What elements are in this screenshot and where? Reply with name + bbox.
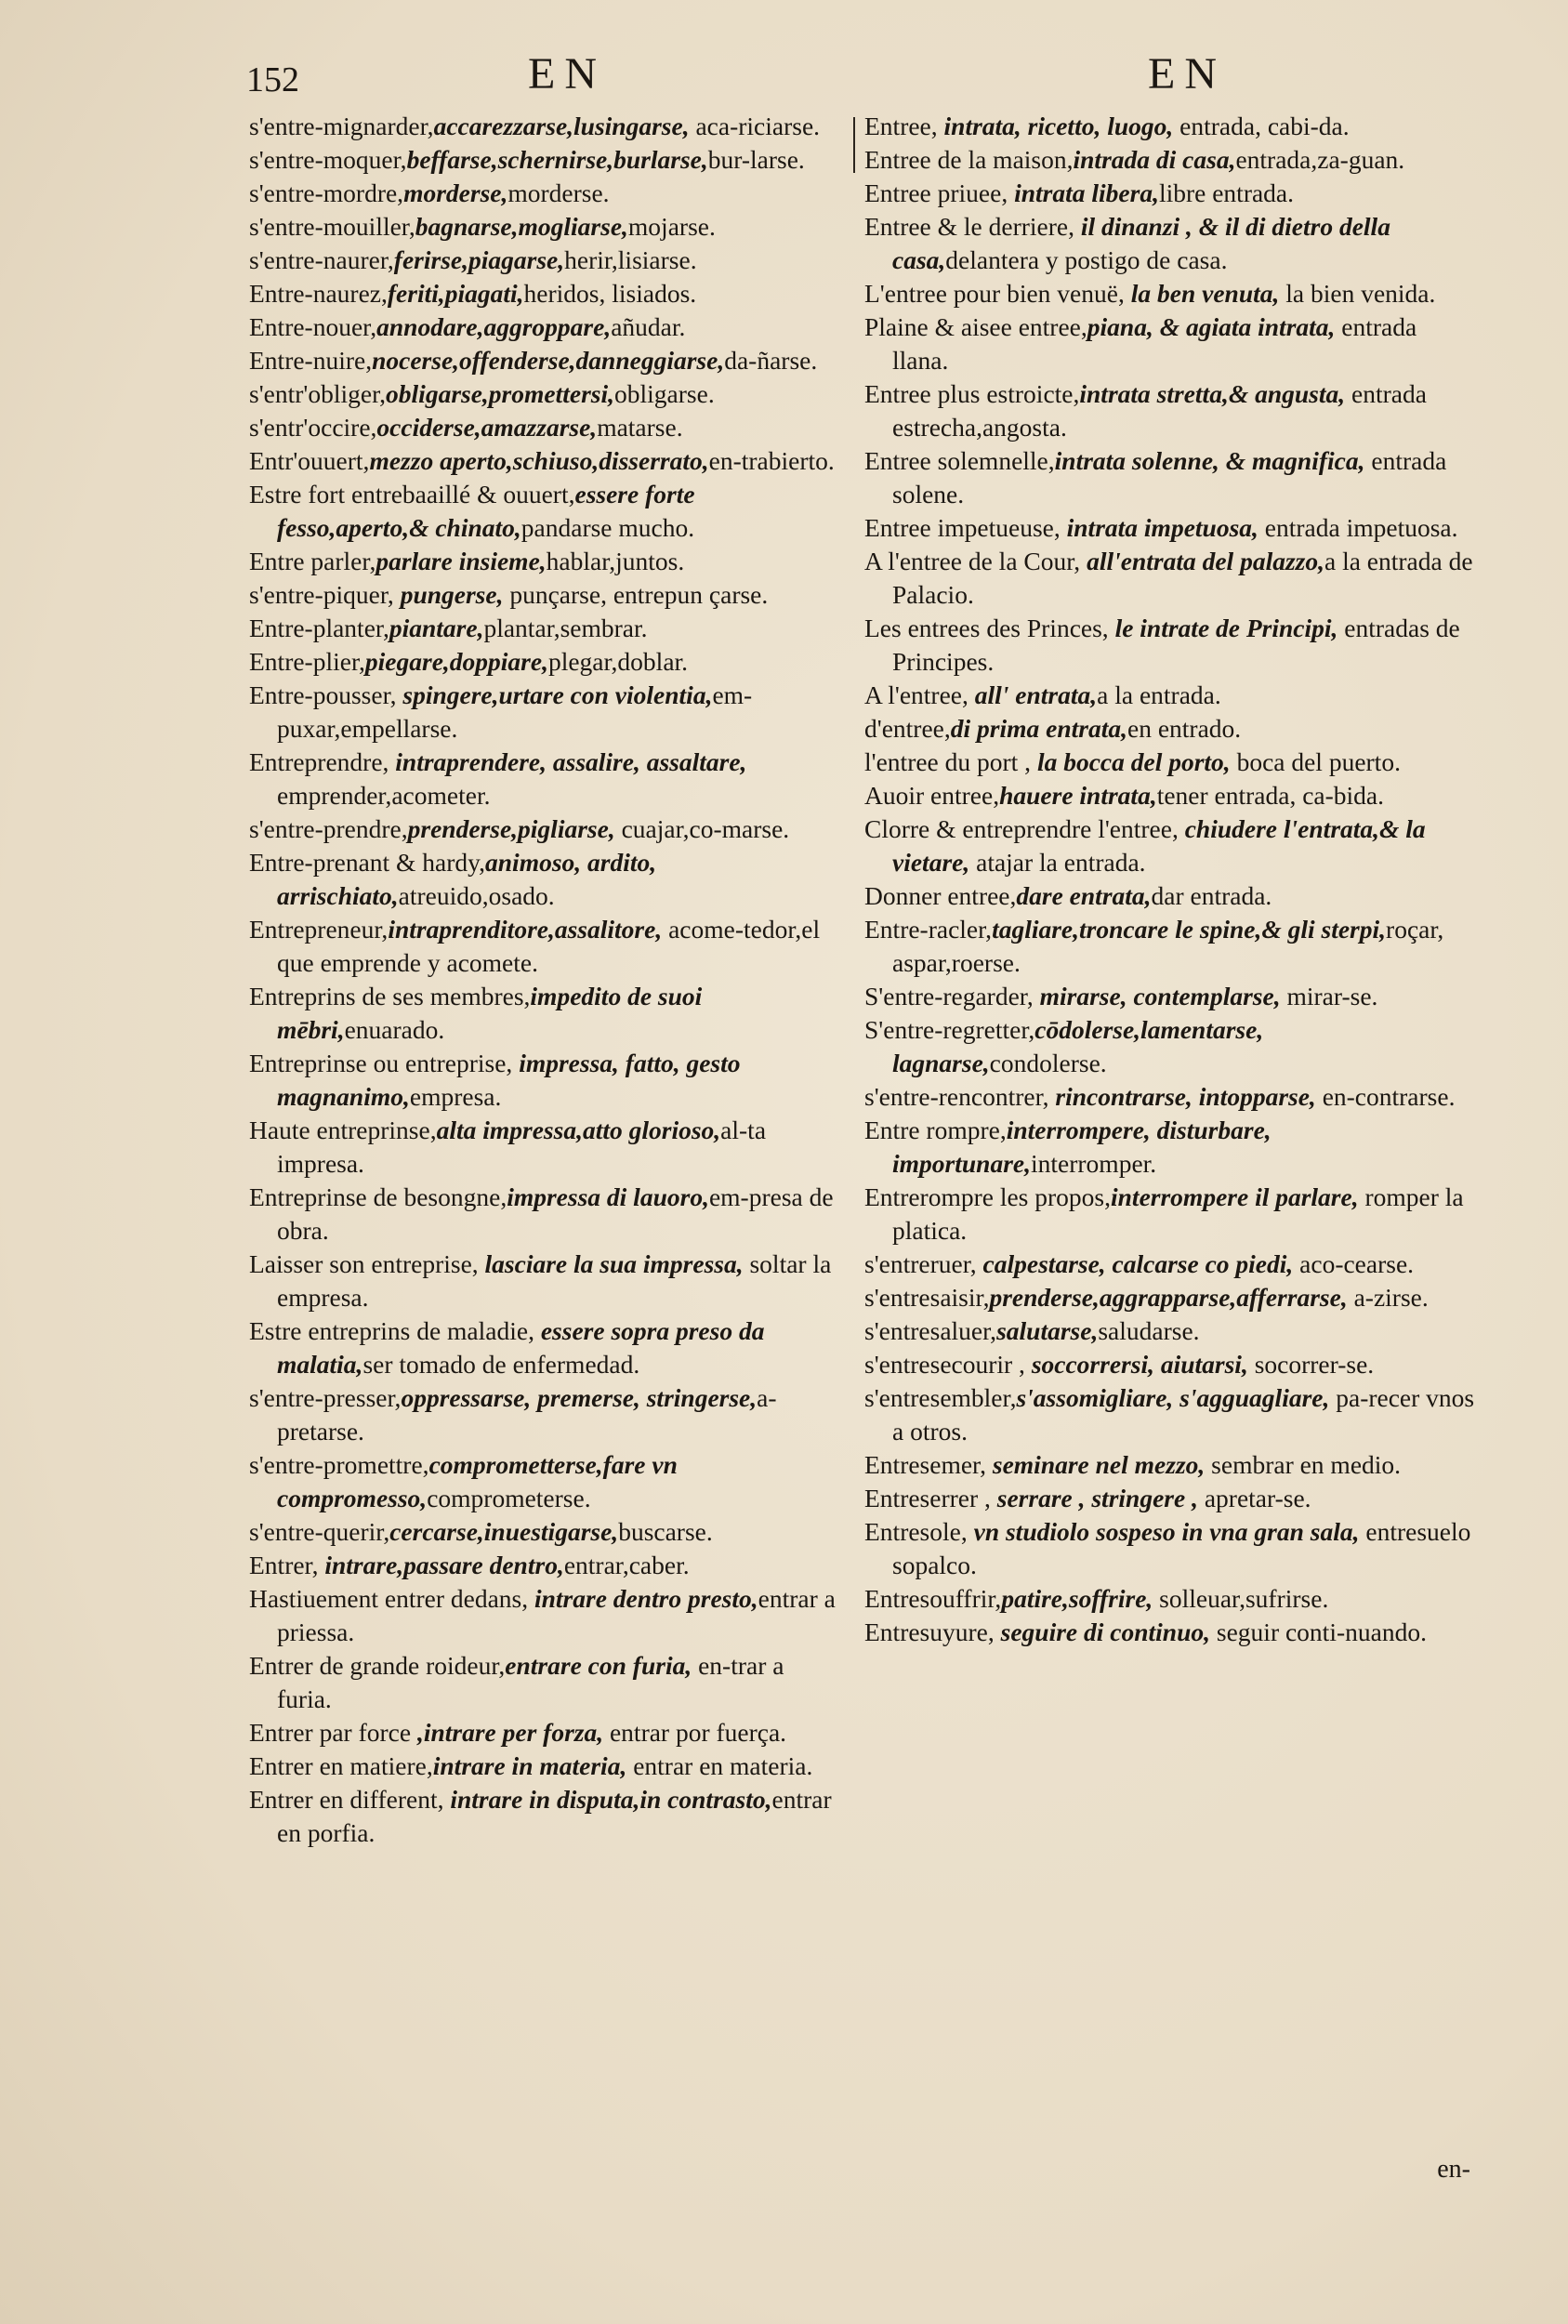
dictionary-entry [249,1248,844,1314]
french-headword: s'entre-presser, [249,1383,402,1412]
dictionary-entry [249,143,844,177]
french-headword: Entre-naurez, [249,279,388,308]
spanish-gloss: atreuido,osado. [398,881,555,910]
dictionary-entry [249,1649,844,1716]
dictionary-entry [249,679,844,746]
running-head-left: EN [528,49,606,99]
french-headword: Entreprinse ou entreprise, [249,1049,520,1077]
dictionary-entry [864,746,1478,779]
dictionary-entry [249,1448,844,1515]
spanish-gloss: acome-tedor,el que emprende y acomete. [277,915,821,977]
italian-gloss: serrare , stringere , [996,1484,1198,1512]
dictionary-entry [864,812,1478,879]
spanish-gloss: entrada estrecha,angosta. [892,379,1427,442]
italian-gloss: s'assomigliare, s'agguagliare, [1016,1383,1330,1412]
french-headword: Entrer en matiere, [249,1751,433,1780]
italian-gloss: occiderse,amazzarse, [376,413,598,442]
spanish-gloss: tener entrada, ca-bida. [1156,781,1384,810]
italian-gloss: le intrate de Principi, [1114,614,1338,642]
spanish-gloss: atajar la entrada. [969,848,1146,877]
italian-gloss: spingere,urtare con violentia, [402,680,713,709]
french-headword: Entree plus estroicte, [864,379,1080,408]
dictionary-entry [249,444,844,478]
italian-gloss: beffarse,schernirse,burlarse, [406,145,708,174]
dictionary-entry [249,612,844,645]
italian-gloss: cōdolerse,lamentarse, lagnarse, [892,1015,1264,1077]
dictionary-entry [249,244,844,277]
dictionary-entry [249,1549,844,1582]
french-headword: Hastiuement entrer dedans, [249,1584,534,1613]
french-headword: Entr'ouuert, [249,446,370,475]
dictionary-entry [864,1582,1478,1616]
spanish-gloss: en-trar a furia. [277,1651,784,1713]
spanish-gloss: plantar,sembrar. [483,614,648,642]
dictionary-entry [864,913,1478,980]
page-number: 152 [246,60,299,99]
spanish-gloss: punçarse, entrepun çarse. [503,580,769,609]
dictionary-entry [249,746,844,812]
italian-gloss: intrare dentro presto, [534,1584,758,1613]
spanish-gloss: entrada impetuosa. [1258,513,1458,542]
dictionary-entry [249,344,844,377]
spanish-gloss: al-ta impresa. [277,1116,767,1178]
spanish-gloss: entrada llana. [892,312,1417,375]
french-headword: Auoir entree, [864,781,1000,810]
dictionary-entry [249,846,844,913]
dictionary-entry [864,712,1478,746]
dictionary-entry [864,1348,1478,1381]
french-headword: S'entre-regretter, [864,1015,1035,1044]
italian-gloss: ,intrare per forza, [416,1718,604,1747]
spanish-gloss: entrada solene. [892,446,1447,508]
italian-gloss: soccorrersi, aiutarsi, [1031,1350,1248,1379]
dictionary-entry [864,779,1478,812]
spanish-gloss: en-contrarse. [1315,1082,1456,1111]
french-headword: L'entree pour bien venuë, [864,279,1131,308]
french-headword: s'entre-piquer, [249,580,401,609]
dictionary-entry [249,1582,844,1649]
french-headword: s'entre-prendre, [249,814,408,843]
french-headword: Entreserrer , [864,1484,997,1512]
dictionary-entry [864,1616,1478,1649]
french-headword: s'entre-mordre, [249,178,404,207]
dictionary-entry [249,645,844,679]
spanish-gloss: cuajar,co-marse. [614,814,790,843]
italian-gloss: bagnarse,mogliarse, [415,212,628,241]
french-headword: Entreprinse de besongne, [249,1182,507,1211]
spanish-gloss: emprender,acometer. [277,781,491,810]
french-headword: Entre-nouer, [249,312,377,341]
french-headword: Entree, [864,112,944,140]
spanish-gloss: soltar la empresa. [277,1249,832,1312]
french-headword: Entreprendre, [249,747,396,776]
italian-gloss: seguire di continuo, [1000,1618,1211,1646]
spanish-gloss: buscarse. [618,1517,713,1546]
french-headword: s'entre-naurer, [249,245,394,274]
italian-gloss: lasciare la sua impressa, [484,1249,744,1278]
french-headword: A l'entree, [864,680,975,709]
italian-gloss: intrata, ricetto, luogo, [943,112,1174,140]
italian-gloss: rincontrarse, intopparse, [1055,1082,1316,1111]
french-headword: Estre entreprins de maladie, [249,1316,541,1345]
dictionary-entry [864,444,1478,511]
french-headword: Estre fort entrebaaillé & ouuert, [249,480,575,508]
french-headword: s'entreruer, [864,1249,983,1278]
dictionary-entry [864,545,1478,612]
dictionary-entry [864,1448,1478,1482]
italian-gloss: hauere intrata, [999,781,1157,810]
dictionary-entry [249,411,844,444]
spanish-gloss: mirar-se. [1280,982,1378,1010]
dictionary-entry [249,110,844,143]
french-headword: Entre-planter, [249,614,389,642]
french-headword: d'entree, [864,714,951,743]
dictionary-entry [249,545,844,578]
italian-gloss: intrare in disputa,in contrasto, [450,1785,772,1814]
spanish-gloss: comprometerse. [427,1484,591,1512]
italian-gloss: tagliare,troncare le spine,& gli sterpi, [992,915,1387,944]
french-headword: Entrer de grande roideur, [249,1651,506,1680]
italian-gloss: essere forte fesso,aperto,& chinato, [277,480,695,542]
spanish-gloss: a-zirse. [1347,1283,1429,1312]
spanish-gloss: condolerse. [989,1049,1107,1077]
french-headword: s'entresecourir , [864,1350,1032,1379]
italian-gloss: ferirse,piagarse, [393,245,565,274]
dictionary-entry [864,1114,1478,1181]
spanish-gloss: heridos, lisiados. [523,279,697,308]
dictionary-entry [249,1047,844,1114]
french-headword: Entrer, [249,1551,325,1579]
spanish-gloss: apretar-se. [1197,1484,1311,1512]
french-headword: Entree solemnelle, [864,446,1055,475]
french-headword: Entresole, [864,1517,974,1546]
spanish-gloss: aca-riciarse. [689,112,821,140]
dictionary-entry [249,1314,844,1381]
left-column [249,110,844,1850]
french-headword: Entre-prenant & hardy, [249,848,486,877]
dictionary-entry [249,812,844,846]
french-headword: Entre-racler, [864,915,993,944]
french-headword: Entresuyure, [864,1618,1001,1646]
spanish-gloss: a la entrada. [1097,680,1221,709]
italian-gloss: accarezzarse,lusingarse, [433,112,690,140]
spanish-gloss: romper la platica. [892,1182,1464,1245]
italian-gloss: animoso, ardito, arrischiato, [277,848,657,910]
spanish-gloss: roçar, aspar,roerse. [892,915,1444,977]
dictionary-entry [249,177,844,210]
italian-gloss: di prima entrata, [950,714,1127,743]
italian-gloss: entrare con furia, [505,1651,692,1680]
italian-gloss: calpestarse, calcarse co piedi, [982,1249,1294,1278]
italian-gloss: mezzo aperto,schiuso,disserrato, [369,446,709,475]
italian-gloss: all'entrata del palazzo, [1087,547,1324,575]
italian-gloss: alta impressa,atto glorioso, [436,1116,721,1144]
spanish-gloss: interromper. [1031,1149,1157,1178]
french-headword: S'entre-regarder, [864,982,1040,1010]
french-headword: Les entrees des Princes, [864,614,1115,642]
french-headword: s'entr'occire, [249,413,377,442]
dictionary-entry [864,1515,1478,1582]
french-headword: s'entresaluer, [864,1316,997,1345]
italian-gloss: interrompere il parlare, [1111,1182,1359,1211]
dictionary-entry [864,310,1478,377]
french-headword: Haute entreprinse, [249,1116,437,1144]
spanish-gloss: a-pretarse. [277,1383,777,1446]
italian-gloss: patire,soffrire, [1001,1584,1153,1613]
spanish-gloss: entrar,caber. [563,1551,690,1579]
french-headword: Entre parler, [249,547,376,575]
italian-gloss: seminare nel mezzo, [992,1450,1206,1479]
dictionary-entry [249,277,844,310]
dictionary-entry [864,177,1478,210]
italian-gloss: la bocca del porto, [1036,747,1231,776]
spanish-gloss: solleuar,sufrirse. [1153,1584,1329,1613]
dictionary-entry [864,1248,1478,1281]
italian-gloss: cercarse,inuestigarse, [389,1517,619,1546]
italian-gloss: prenderse,aggrapparse,afferrarse, [989,1283,1348,1312]
italian-gloss: prenderse,pigliarse, [407,814,615,843]
dictionary-entry [249,578,844,612]
spanish-gloss: em-puxar,empellarse. [277,680,753,743]
italian-gloss: impedito de suoi mēbri, [277,982,703,1044]
french-headword: Entre-nuire, [249,346,373,375]
dictionary-entry [864,511,1478,545]
dictionary-entry [249,1181,844,1248]
spanish-gloss: plegar,doblar. [547,647,689,676]
running-head-right: EN [1148,49,1226,99]
french-headword: Entre-pousser, [249,680,403,709]
french-headword: l'entree du port , [864,747,1037,776]
french-headword: s'entre-mouiller, [249,212,415,241]
french-headword: Entree & le derriere, [864,212,1081,241]
french-headword: Laisser son entreprise, [249,1249,485,1278]
italian-gloss: dare entrata, [1016,881,1152,910]
spanish-gloss: aco-cearse. [1293,1249,1415,1278]
dictionary-entry [249,1783,844,1850]
spanish-gloss: hablar,juntos. [546,547,685,575]
spanish-gloss: pandarse mucho. [520,513,695,542]
dictionary-entry [864,1181,1478,1248]
italian-gloss: intraprendere, assalire, assaltare, [395,747,747,776]
dictionary-entry [864,612,1478,679]
french-headword: s'entresaisir, [864,1283,990,1312]
italian-gloss: vn studiolo sospeso in vna gran sala, [973,1517,1360,1546]
italian-gloss: impressa, fatto, gesto magnanimo, [277,1049,741,1111]
french-headword: Entree impetueuse, [864,513,1067,542]
spanish-gloss: enuarado. [344,1015,445,1044]
spanish-gloss: ser tomado de enfermedad. [362,1350,640,1379]
spanish-gloss: entrar por fuerça. [603,1718,787,1747]
dictionary-entry [864,110,1478,143]
italian-gloss: piana, & agiata intrata, [1087,312,1336,341]
french-headword: Entre-plier, [249,647,365,676]
french-headword: Entrer par force [249,1718,417,1747]
spanish-gloss: delantera y postigo de casa. [945,245,1228,274]
french-headword: Entreprins de ses membres, [249,982,531,1010]
spanish-gloss: entrada, cabi-da. [1173,112,1350,140]
spanish-gloss: bur-larse. [707,145,805,174]
french-headword: s'entr'obliger, [249,379,387,408]
french-headword: s'entre-promettre, [249,1450,429,1479]
italian-gloss: obligarse,promettersi, [386,379,615,408]
italian-gloss: intrata solenne, & magnifica, [1054,446,1365,475]
spanish-gloss: matarse. [597,413,683,442]
dictionary-entry [249,913,844,980]
spanish-gloss: saludarse. [1098,1316,1200,1345]
spanish-gloss: entrada,za-guan. [1235,145,1405,174]
dictionary-entry [864,1482,1478,1515]
spanish-gloss: entradas de Principes. [892,614,1460,676]
french-headword: Plaine & aisee entree, [864,312,1087,341]
spanish-gloss: en entrado. [1127,714,1242,743]
spanish-gloss: entrar en porfia. [277,1785,832,1847]
french-headword: Entresemer, [864,1450,993,1479]
italian-gloss: pungerse, [400,580,504,609]
dictionary-entry [864,1381,1478,1448]
dictionary-entry [249,1381,844,1448]
spanish-gloss: socorrer-se. [1247,1350,1375,1379]
italian-gloss: piantare, [389,614,484,642]
french-headword: A l'entree de la Cour, [864,547,1087,575]
dictionary-entry [249,210,844,244]
dictionary-entry [249,1750,844,1783]
spanish-gloss: herir,lisiarse. [564,245,697,274]
french-headword: Entrerompre les propos, [864,1182,1111,1211]
spanish-gloss: da-ñarse. [724,346,818,375]
right-column [864,110,1478,1649]
italian-gloss: il dinanzi , & il di dietro della casa, [892,212,1390,274]
dictionary-entry [864,143,1478,177]
spanish-gloss: sembrar en medio. [1205,1450,1402,1479]
spanish-gloss: empresa. [409,1082,502,1111]
dictionary-entry [864,980,1478,1013]
italian-gloss: piegare,doppiare, [364,647,548,676]
spanish-gloss: pa-recer vnos a otros. [892,1383,1475,1446]
dictionary-entry [864,1013,1478,1080]
spanish-gloss: la bien venida. [1279,279,1436,308]
spanish-gloss: morderse. [507,178,610,207]
spanish-gloss: añudar. [611,312,686,341]
dictionary-entry [249,980,844,1047]
spanish-gloss: en-trabierto. [708,446,835,475]
italian-gloss: intraprenditore,assalitore, [388,915,663,944]
italian-gloss: intrata libera, [1014,178,1159,207]
catchword: en- [1437,2155,1470,2184]
italian-gloss: chiudere l'entrata,& la vietare, [892,814,1426,877]
italian-gloss: interrompere, disturbare, importunare, [892,1116,1272,1178]
italian-gloss: comprometterse,fare vn compromesso, [277,1450,678,1512]
spanish-gloss: libre entrada. [1158,178,1295,207]
spanish-gloss: dar entrada. [1151,881,1272,910]
page-header [0,48,1568,104]
spanish-gloss: obligarse. [614,379,715,408]
dictionary-entry [864,1314,1478,1348]
dictionary-entry [249,478,844,545]
french-headword: Donner entree, [864,881,1017,910]
french-headword: s'entre-moquer, [249,145,407,174]
french-headword: Entree priuee, [864,178,1015,207]
italian-gloss: morderse, [403,178,508,207]
french-headword: s'entre-rencontrer, [864,1082,1056,1111]
italian-gloss: impressa di lauoro, [507,1182,709,1211]
dictionary-entry [249,1515,844,1549]
italian-gloss: nocerse,offenderse,danneggiarse, [372,346,725,375]
spanish-gloss: boca del puerto. [1230,747,1401,776]
french-headword: Entresouffrir, [864,1584,1002,1613]
dictionary-entry [864,377,1478,444]
dictionary-entry [864,1281,1478,1314]
spanish-gloss: entresuelo sopalco. [892,1517,1471,1579]
spanish-gloss: em-presa de obra. [277,1182,834,1245]
french-headword: Entrer en different, [249,1785,451,1814]
french-headword: Entre rompre, [864,1116,1007,1144]
italian-gloss: la ben venuta, [1130,279,1280,308]
spanish-gloss: seguir conti-nuando. [1210,1618,1427,1646]
dictionary-entry [864,679,1478,712]
dictionary-entry [249,377,844,411]
french-headword: s'entresembler, [864,1383,1017,1412]
spanish-gloss: mojarse. [627,212,716,241]
italian-gloss: intrata impetuosa, [1066,513,1258,542]
dictionary-entry [864,210,1478,277]
spanish-gloss: entrar en materia. [626,1751,813,1780]
dictionary-entry [249,1114,844,1181]
french-headword: Entree de la maison, [864,145,1074,174]
italian-gloss: feriti,piagati, [387,279,524,308]
italian-gloss: mirarse, contemplarse, [1039,982,1281,1010]
italian-gloss: intrada di casa, [1073,145,1236,174]
french-headword: Entrepreneur, [249,915,389,944]
italian-gloss: intrare,passare dentro, [324,1551,564,1579]
italian-gloss: all' entrata, [974,680,1098,709]
dictionary-entry [864,1080,1478,1114]
french-headword: s'entre-mignarder, [249,112,434,140]
italian-gloss: intrata stretta,& angusta, [1079,379,1346,408]
french-headword: Clorre & entreprendre l'entree, [864,814,1185,843]
italian-gloss: oppressarse, premerse, stringerse, [401,1383,758,1412]
dictionary-entry [249,1716,844,1750]
italian-gloss: annodare,aggroppare, [376,312,612,341]
italian-gloss: parlare insieme, [376,547,547,575]
dictionary-entry [864,277,1478,310]
french-headword: s'entre-querir, [249,1517,390,1546]
column-rule [853,117,855,173]
dictionary-entry [249,310,844,344]
dictionary-entry [864,879,1478,913]
spanish-gloss: a la entrada de Palacio. [892,547,1473,609]
spanish-gloss: entrar a priessa. [277,1584,836,1646]
italian-gloss: salutarse, [996,1316,1099,1345]
italian-gloss: essere sopra preso da malatia, [277,1316,765,1379]
italian-gloss: intrare in materia, [432,1751,627,1780]
